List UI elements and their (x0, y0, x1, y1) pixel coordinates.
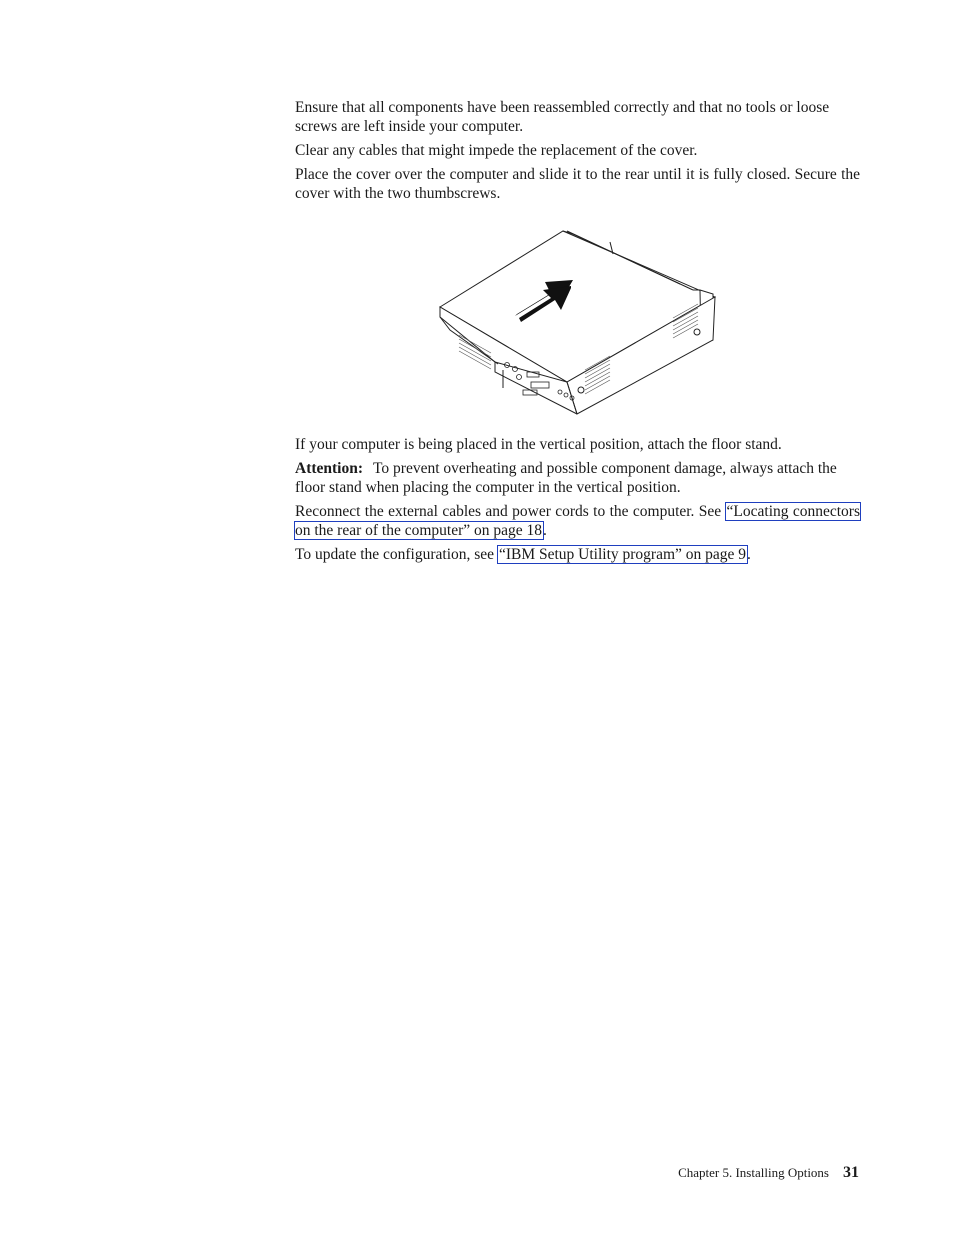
attention-text: To prevent overheating and possible component damage, always attach the floor stand when placing the computer in the vertical position. (295, 460, 837, 496)
computer-cover-illustration (435, 222, 725, 417)
reconnect-paragraph (295, 502, 860, 540)
configuration-paragraph (295, 545, 860, 564)
configuration-text: To update the configuration, see (295, 546, 498, 563)
setup-utility-link[interactable]: “IBM Setup Utility program” on page 9 (498, 546, 747, 563)
attention-notice (295, 459, 860, 497)
attention-label: Attention: (295, 460, 364, 477)
configuration-period: . (747, 546, 751, 563)
floor-stand-paragraph: If your computer is being placed in the vertical position, attach the floor stand. (295, 436, 782, 453)
locating-connectors-link[interactable]: “Locating connectors on the rear of the computer” on page 18 (295, 503, 860, 539)
cover-installation-figure (295, 222, 860, 422)
page-body (295, 98, 860, 564)
clear-cables-paragraph: Clear any cables that might impede the replacement of the cover. (295, 142, 698, 159)
reconnect-period: . (543, 522, 547, 539)
reconnect-text: Reconnect the external cables and power cords to the computer. See (295, 503, 726, 520)
footer-chapter-title: Chapter 5. Installing Options (678, 1165, 829, 1180)
page-footer (678, 1164, 859, 1182)
page-number: 31 (843, 1164, 859, 1181)
reassembly-paragraph: Ensure that all components have been reassembled correctly and that no tools or loose screws are left inside your computer. (295, 99, 830, 135)
place-cover-paragraph: Place the cover over the computer and slide it to the rear until it is fully closed. Secure the cover with the two thumbscrews. (295, 166, 860, 202)
